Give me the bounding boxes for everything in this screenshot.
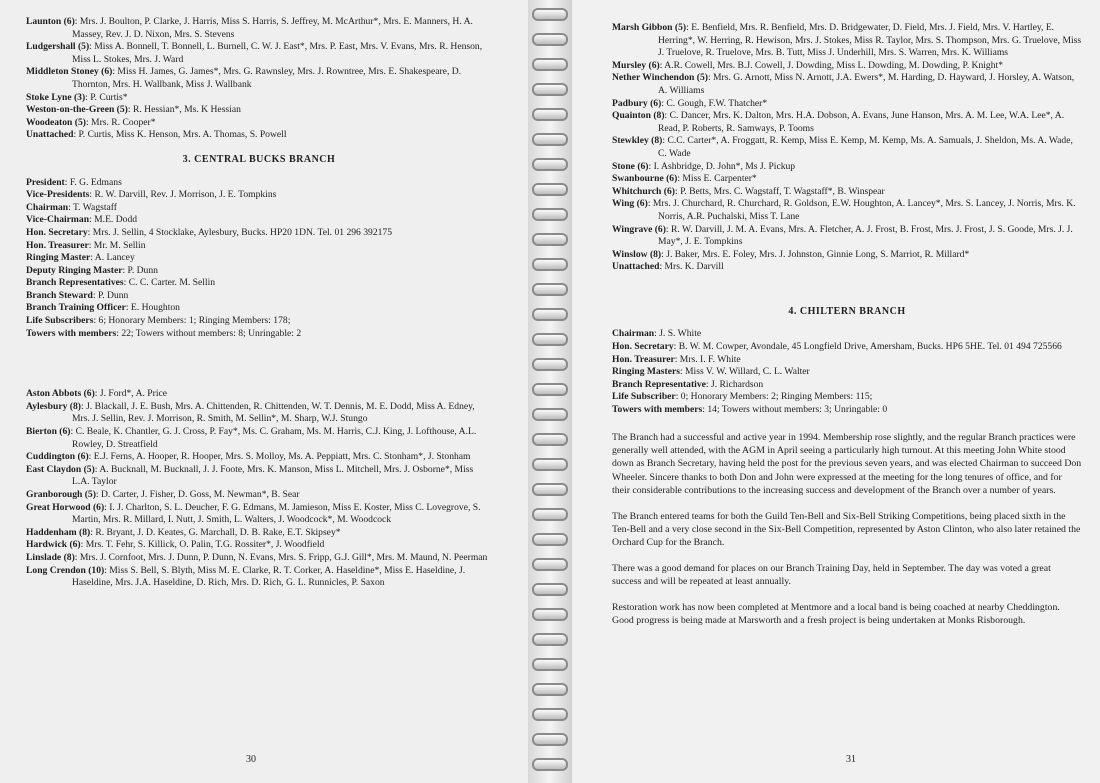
spiral-coil	[532, 658, 568, 671]
officer-line: Vice-Presidents: R. W. Darvill, Rev. J. Morrison, J. E. Tompkins	[26, 189, 277, 201]
officer-label: Branch Representative	[612, 378, 706, 390]
tower-entry: Great Horwood (6): I. J. Charlton, S. L. Deucher, F. G. Edmans, M. Jamieson, Miss E. Koster, Miss C. Lovegrove, S. Martin, Mrs. R. Millard, I. Nutt, J. Smith, L. Walters, J. Woodcock*, M. Woodcock	[26, 501, 481, 526]
officer-line: Branch Representatives: C. C. Carter. M. Sellin	[26, 277, 216, 289]
spiral-coil	[532, 58, 568, 71]
officer-value: B. W. M. Cowper, Avondale, 45 Longfield Drive, Amersham, Bucks. HP6 5HE. Tel. 01 494 725566	[678, 341, 1062, 353]
officer-label: Ringing Master	[26, 252, 91, 264]
officer-line: Towers with members: 22; Towers without members: 8; Unringable: 2	[26, 327, 302, 339]
tower-name: East Claydon (5)	[26, 463, 95, 475]
page-number-left: 30	[246, 754, 256, 765]
tower-entry: Hardwick (6): Mrs. T. Fehr, S. Killick, O. Palin, T.G. Rossiter*, J. Woodfield	[26, 539, 325, 551]
officer-value: Mrs. J. Sellin, 4 Stocklake, Aylesbury, Bucks. HP20 1DN. Tel. 01 296 392175	[92, 226, 393, 238]
officer-line: Deputy Ringing Master: P. Dunn	[26, 264, 158, 276]
tower-name: Aston Abbots (6)	[26, 388, 95, 400]
spiral-binding	[528, 0, 572, 783]
tower-entry: Mursley (6): A.R. Cowell, Mrs. B.J. Cowell, J. Dowding, Miss L. Dowding, M. Dowding, P. Knight*	[612, 59, 1003, 71]
tower-entry: Aston Abbots (6): J. Ford*, A. Price	[26, 388, 168, 400]
tower-entry: Ludgershall (5): Miss A. Bonnell, T. Bonnell, L. Burnell, C. W. J. East*, Mrs. P. East, Mrs. V. Evans, Mrs. R. Henson, Miss L. Stokes, Mrs. J. Ward	[26, 41, 483, 65]
tower-entry: Wing (6): Mrs. J. Churchard, R. Churchard, R. Goldson, E.W. Houghton, A. Lancey*, Mrs. S. Lancey, J. Norris, Mrs. K. Norris, A.R. Puchalski, Miss T. Lane	[612, 198, 1076, 222]
tower-members: R. Hessian*, Ms. K Hessian	[132, 104, 241, 116]
tower-name: Nether Winchendon (5)	[612, 72, 708, 84]
officer-label: Chairman	[26, 201, 69, 213]
officer-label: Life Subscriber	[612, 391, 676, 403]
tower-members: D. Carter, J. Fisher, D. Goss, M. Newman*, B. Sear	[101, 489, 300, 500]
officer-label: Vice-Presidents	[26, 189, 90, 201]
tower-members: C. Gough, F.W. Thatcher*	[666, 97, 768, 109]
officer-value: T. Wagstaff	[73, 201, 117, 213]
spiral-coil	[532, 708, 568, 721]
tower-members: J. Ford*, A. Price	[99, 388, 168, 400]
officer-value: C. C. Carter. M. Sellin	[128, 277, 216, 289]
chiltern-heading: 4. CHILTERN BRANCH	[788, 305, 906, 317]
tower-members: Mrs. G. Arnott, Miss N. Arnott, J.A. Ewers*, M. Harding, D. Hayward, J. Horsley, A. Watson, A. Williams	[658, 72, 1075, 96]
officer-label: Hon. Treasurer	[26, 239, 89, 251]
officer-label: Hon. Treasurer	[612, 353, 675, 365]
officer-value: F. G. Edmans	[69, 176, 122, 188]
tower-entry: Linslade (8): Mrs. J. Cornfoot, Mrs. J. Dunn, P. Dunn, N. Evans, Mrs. S. Fripp, G.J. Gill*, Mrs. M. Maund, N. Peerman	[26, 551, 488, 563]
tower-name: Unattached	[612, 261, 660, 273]
tower-entry: Quainton (8): C. Dancer, Mrs. K. Dalton, Mrs. H.A. Dobson, A. Evans, June Hanson, Mrs. A. M. Lee, W.A. Lee*, A. Read, P. Roberts, R. Samways, P. Tooms	[612, 110, 1065, 134]
tower-entry: Middleton Stoney (6): Miss H. James, G. James*, Mrs. G. Rawnsley, Mrs. J. Rowntree, Mrs. E. Shakespeare, D. Thornton, Mrs. H. Wallbank, Miss J. Wallbank	[26, 66, 462, 90]
tower-name: Stoke Lyne (3)	[26, 91, 86, 103]
spiral-coil	[532, 533, 568, 546]
tower-entry: Launton (6): Mrs. J. Boulton, P. Clarke, J. Harris, Miss S. Harris, S. Jeffrey, M. McArthur*, Mrs. E. Manners, H. A. Massey, Rev. J. D. Nixon, Mrs. S. Stevens	[26, 16, 473, 40]
tower-members: J. Blackall, J. E. Bush, Mrs. A. Chittenden, R. Chittenden, W. T. Dennis, M. E. Dodd, Miss A. Edney, Mrs. J. Sellin, Rev. J. Morrison, R. Smith, M. Sellin*, M. Sharp, W.J. Stungo	[72, 400, 475, 425]
spiral-coil	[532, 483, 568, 496]
tower-members: Mrs. J. Churchard, R. Churchard, R. Goldson, E.W. Houghton, A. Lancey*, Mrs. S. Lancey, J. Norris, Mrs. K. Norris, A.R. Puchalski, Miss T. Lane	[652, 198, 1076, 222]
tower-name: Linslade (8)	[26, 551, 75, 563]
tower-members: Miss H. James, G. James*, Mrs. G. Rawnsley, Mrs. J. Rowntree, Mrs. E. Shakespeare, D. Thornton, Mrs. H. Wallbank, Miss J. Wallbank	[72, 66, 462, 90]
tower-name: Woodeaton (5)	[26, 116, 86, 128]
tower-members: R. W. Darvill, J. M. A. Evans, Mrs. A. Fletcher, A. J. Frost, B. Frost, Mrs. J. Frost, J. S. Goode, Mrs. J. J. May*, J. E. Tompkins	[658, 223, 1073, 248]
tower-members: Mrs. T. Fehr, S. Killick, O. Palin, T.G. Rossiter*, J. Woodfield	[85, 539, 325, 551]
officer-label: Hon. Secretary	[612, 341, 674, 353]
officer-line: Chairman: T. Wagstaff	[26, 201, 117, 213]
spiral-coil	[532, 308, 568, 321]
officer-value: A. Lancey	[94, 252, 135, 264]
officer-value: M.E. Dodd	[94, 214, 138, 226]
tower-entry: Unattached: Mrs. K. Darvill	[612, 261, 724, 273]
officer-value: 0; Honorary Members: 2; Ringing Members: 115;	[680, 391, 873, 403]
officer-line: President: F. G. Edmans	[26, 176, 122, 188]
officer-line: Hon. Treasurer: Mr. M. Sellin	[26, 239, 146, 251]
tower-entry: Nether Winchendon (5): Mrs. G. Arnott, Miss N. Arnott, J.A. Ewers*, M. Harding, D. Hayward, J. Horsley, A. Watson, A. Williams	[612, 72, 1075, 96]
spiral-coil	[532, 633, 568, 646]
tower-members: Miss S. Bell, S. Blyth, Miss M. E. Clarke, R. T. Corker, A. Haseldine*, Miss E. Haseldine, J. Haseldine, Mrs. J.A. Haseldine, D. Rich, Mrs. D. Rich, G. L. Runnicles, P. Saxon	[72, 564, 466, 589]
page-number-right: 31	[846, 754, 856, 765]
tower-name: Quainton (8)	[612, 110, 665, 122]
tower-name: Marsh Gibbon (5)	[612, 22, 687, 33]
spiral-coil	[532, 433, 568, 446]
left-page	[0, 0, 528, 783]
officer-line: Branch Training Officer: E. Houghton	[26, 302, 180, 314]
officer-line: Towers with members: 14; Towers without members: 3; Unringable: 0	[612, 404, 888, 416]
tower-name: Stone (6)	[612, 160, 649, 172]
report-paragraph: Restoration work has now been completed at Mentmore and a local band is being coached at nearby Cheddington. Good progress is being made at Marsworth and a fresh project is being undertaken at Monks Risborough.	[612, 601, 1060, 627]
tower-entry: Unattached: P. Curtis, Miss K. Henson, Mrs. A. Thomas, S. Powell	[26, 129, 287, 141]
tower-entry: Aylesbury (8): J. Blackall, J. E. Bush, Mrs. A. Chittenden, R. Chittenden, W. T. Dennis, M. E. Dodd, Miss A. Edney, Mrs. J. Sellin, Rev. J. Morrison, R. Smith, M. Sellin*, M. Sharp, W.J. Stungo	[26, 400, 475, 425]
officer-line: Ringing Masters: Miss V. W. Willard, C. L. Walter	[612, 366, 810, 378]
tower-name: Whitchurch (6)	[612, 185, 675, 197]
tower-members: A. Bucknall, M. Bucknall, J. J. Foote, Mrs. K. Manson, Miss L. Mitchell, Mrs. J. Osborne*, Miss L.A. Taylor	[72, 463, 474, 488]
tower-name: Unattached	[26, 129, 74, 141]
tower-entry: East Claydon (5): A. Bucknall, M. Bucknall, J. J. Foote, Mrs. K. Manson, Miss L. Mitchell, Mrs. J. Osborne*, Miss L.A. Taylor	[26, 463, 474, 488]
tower-entry: Padbury (6): C. Gough, F.W. Thatcher*	[612, 97, 768, 109]
spiral-coil	[532, 608, 568, 621]
tower-members: Mrs. R. Cooper*	[91, 116, 156, 128]
right-page	[572, 0, 1100, 783]
spiral-coil	[532, 33, 568, 46]
tower-members: P. Betts, Mrs. C. Wagstaff, T. Wagstaff*, B. Winspear	[680, 185, 885, 197]
spiral-coil	[532, 208, 568, 221]
officer-label: Towers with members	[612, 404, 703, 416]
spiral-coil	[532, 558, 568, 571]
tower-name: Wingrave (6)	[612, 223, 666, 235]
officer-value: P. Dunn	[127, 264, 158, 276]
tower-entry: Cuddington (6): E.J. Ferns, A. Hooper, R. Hooper, Mrs. S. Molloy, Ms. A. Peppiatt, Mrs. C. Stonham*, J. Stonham	[26, 451, 471, 463]
tower-members: Mrs. J. Boulton, P. Clarke, J. Harris, Miss S. Harris, S. Jeffrey, M. McArthur*, Mrs. E. Manners, H. A. Massey, Rev. J. D. Nixon, Mrs. S. Stevens	[72, 16, 473, 40]
officer-line: Life Subscriber: 0; Honorary Members: 2; Ringing Members: 115;	[612, 391, 873, 403]
officer-label: Vice-Chairman	[26, 214, 90, 226]
tower-entry: Woodeaton (5): Mrs. R. Cooper*	[26, 116, 156, 128]
tower-name: Wing (6)	[612, 198, 648, 210]
tower-entry: Weston-on-the-Green (5): R. Hessian*, Ms. K Hessian	[26, 104, 241, 116]
officer-label: Branch Steward	[26, 289, 93, 301]
officer-label: Towers with members	[26, 327, 117, 339]
tower-name: Stewkley (8)	[612, 135, 663, 147]
spiral-coil	[532, 408, 568, 421]
tower-entry: Long Crendon (10): Miss S. Bell, S. Blyth, Miss M. E. Clarke, R. T. Corker, A. Haseldine*, Miss E. Haseldine, J. Haseldine, Mrs. J.A. Haseldine, D. Rich, Mrs. D. Rich, G. L. Runnicles, P. Saxon	[26, 564, 466, 589]
officer-value: Mr. M. Sellin	[93, 239, 146, 251]
officer-value: 14; Towers without members: 3; Unringable: 0	[707, 404, 888, 416]
tower-members: C. Beale, K. Chantler, G. J. Cross, P. Fay*, Ms. C. Graham, Ms. M. Harris, C.J. King, J. Lofthouse, A.L. Rowley, D. Streatfield	[72, 426, 477, 450]
officer-line: Vice-Chairman: M.E. Dodd	[26, 214, 138, 226]
spiral-coil	[532, 83, 568, 96]
spiral-coil	[532, 233, 568, 246]
tower-members: Mrs. K. Darvill	[664, 261, 724, 273]
tower-entry: Stone (6): I. Ashbridge, D. John*, Ms J. Pickup	[612, 160, 796, 172]
central-bucks-heading: 3. CENTRAL BUCKS BRANCH	[182, 153, 336, 165]
left-page-content	[26, 16, 492, 590]
tower-members: R. Bryant, J. D. Keates, G. Marchall, D. B. Rake, E.T. Skipsey*	[95, 526, 341, 538]
officer-value: E. Houghton	[130, 302, 180, 314]
tower-name: Bierton (6)	[26, 426, 71, 438]
spiral-coil	[532, 358, 568, 371]
tower-members: C.C. Carter*, A. Froggatt, R. Kemp, Miss E. Kemp, M. Kemp, Ms. A. Samuals, J. Sheldon, Ms. A. Wade, C. Wade	[658, 135, 1073, 159]
officer-label: Branch Training Officer	[26, 302, 126, 314]
tower-name: Cuddington (6)	[26, 451, 89, 463]
officer-line: Hon. Treasurer: Mrs. I. F. White	[612, 353, 741, 365]
officer-label: Chairman	[612, 328, 655, 340]
tower-name: Padbury (6)	[612, 97, 662, 109]
tower-entry: Winslow (8): J. Baker, Mrs. E. Foley, Mrs. J. Johnston, Ginnie Long, S. Marriot, R. Millard*	[612, 248, 970, 260]
officer-value: 6; Honorary Members: 1; Ringing Members: 178;	[98, 315, 291, 327]
spiral-coil	[532, 333, 568, 346]
officer-line: Branch Steward: P. Dunn	[26, 289, 129, 301]
officer-label: President	[26, 176, 65, 188]
report-paragraph: The Branch entered teams for both the Guild Ten-Bell and Six-Bell Striking Competitions, being placed sixth in the Ten-Bell and a very close second in the Six-Bell Competition, represented by Aston Clinton, who also later retained the Orchard Cup for the Branch.	[612, 510, 1081, 549]
spiral-coil	[532, 283, 568, 296]
spiral-coil	[532, 758, 568, 771]
tower-members: P. Curtis*	[90, 91, 128, 103]
report-paragraph: There was a good demand for places on our Branch Training Day, held in September. The day was voted a great success and will be repeated at least annually.	[612, 562, 1051, 588]
tower-entry: Stoke Lyne (3): P. Curtis*	[26, 91, 128, 103]
officer-value: Mrs. I. F. White	[679, 353, 741, 365]
officer-label: Ringing Masters	[612, 366, 680, 378]
tower-members: J. Baker, Mrs. E. Foley, Mrs. J. Johnston, Ginnie Long, S. Marriot, R. Millard*	[666, 248, 970, 260]
tower-members: I. Ashbridge, D. John*, Ms J. Pickup	[653, 160, 796, 172]
tower-entry: Whitchurch (6): P. Betts, Mrs. C. Wagstaff, T. Wagstaff*, B. Winspear	[612, 185, 885, 197]
officer-value: R. W. Darvill, Rev. J. Morrison, J. E. Tompkins	[94, 189, 277, 201]
tower-entry: Wingrave (6): R. W. Darvill, J. M. A. Evans, Mrs. A. Fletcher, A. J. Frost, B. Frost, Mrs. J. Frost, J. S. Goode, Mrs. J. J. May*, J. E. Tompkins	[612, 223, 1073, 248]
spiral-coil	[532, 8, 568, 21]
tower-members: Mrs. J. Cornfoot, Mrs. J. Dunn, P. Dunn, N. Evans, Mrs. S. Fripp, G.J. Gill*, Mrs. M. Maund, N. Peerman	[79, 551, 488, 563]
officer-value: J. Richardson	[710, 378, 764, 390]
officer-line: Branch Representative: J. Richardson	[612, 378, 764, 390]
officer-label: Branch Representatives	[26, 277, 124, 289]
officer-value: J. S. White	[659, 328, 702, 340]
tower-name: Winslow (8)	[612, 248, 662, 260]
spiral-coil	[532, 133, 568, 146]
tower-members: Miss E. Carpenter*	[682, 173, 757, 185]
spiral-coil	[532, 108, 568, 121]
tower-name: Granborough (5)	[26, 489, 96, 500]
spiral-coil	[532, 458, 568, 471]
tower-name: Swanbourne (6)	[612, 173, 678, 185]
tower-name: Aylesbury (8)	[26, 400, 81, 412]
tower-members: I. J. Charlton, S. L. Deucher, F. G. Edmans, M. Jamieson, Miss E. Koster, Miss C. Lovegrove, S. Martin, Mrs. R. Millard, I. Nutt, J. Smith, L. Walters, J. Woodcock*, M. Woodcock	[72, 501, 481, 526]
tower-members: A.R. Cowell, Mrs. B.J. Cowell, J. Dowding, Miss L. Dowding, M. Dowding, P. Knight*	[664, 59, 1003, 71]
tower-name: Hardwick (6)	[26, 539, 81, 551]
tower-entry: Stewkley (8): C.C. Carter*, A. Froggatt, R. Kemp, Miss E. Kemp, M. Kemp, Ms. A. Samuals, J. Sheldon, Ms. A. Wade, C. Wade	[612, 135, 1073, 159]
officer-label: Deputy Ringing Master	[26, 264, 123, 276]
report-paragraph: The Branch had a successful and active year in 1994. Membership rose slightly, and the regular Branch practices were generally well attended, with the AGM in April seeing a particularly high turnout. At this meeting John White stood down as Branch Secretary, having held the post for the previous seven years, and was elected Chairman to succeed Don Wheeler. Sincere thanks to both Don and John were expressed at the meeting for the long tenures of office, and for their considerable contributions to the increasing success and development of the Branch over a number of years.	[612, 431, 1082, 497]
officer-value: 22; Towers without members: 8; Unringable: 2	[121, 327, 302, 339]
tower-members: Miss A. Bonnell, T. Bonnell, L. Burnell, C. W. J. East*, Mrs. P. East, Mrs. V. Evans, Mrs. R. Henson, Miss L. Stokes, Mrs. J. Ward	[72, 41, 483, 65]
right-page-content	[612, 22, 1082, 640]
tower-entry: Granborough (5): D. Carter, J. Fisher, D. Goss, M. Newman*, B. Sear	[26, 489, 300, 500]
spiral-coil	[532, 583, 568, 596]
spiral-coil	[532, 508, 568, 521]
tower-entry: Swanbourne (6): Miss E. Carpenter*	[612, 173, 757, 185]
officer-label: Life Subscribers	[26, 315, 94, 327]
officer-line: Ringing Master: A. Lancey	[26, 252, 135, 264]
tower-entry: Bierton (6): C. Beale, K. Chantler, G. J. Cross, P. Fay*, Ms. C. Graham, Ms. M. Harris, C.J. King, J. Lofthouse, A.L. Rowley, D. Streatfield	[26, 426, 477, 450]
tower-members: E. Benfield, Mrs. R. Benfield, Mrs. D. Bridgewater, D. Field, Mrs. J. Field, Mrs. V. Hartley, E. Herring*, W. Herring, R. Hewison, Mrs. J. Stokes, Miss R. Taylor, Mrs. S. Thompson, Mrs. G. Truelove, Miss J. Truelove, R. Truelove, Mrs. B. Tutt, Miss J. Underhill, Mrs. S. Warren, Mrs. K. Williams	[658, 22, 1082, 59]
tower-name: Ludgershall (5)	[26, 41, 90, 53]
spiral-coil	[532, 183, 568, 196]
spiral-coil	[532, 158, 568, 171]
tower-name: Haddenham (8)	[26, 526, 91, 538]
spiral-coil	[532, 733, 568, 746]
officer-line: Chairman: J. S. White	[612, 328, 702, 340]
officer-value: P. Dunn	[97, 289, 129, 301]
spiral-coil	[532, 383, 568, 396]
officer-line: Hon. Secretary: B. W. M. Cowper, Avondale, 45 Longfield Drive, Amersham, Bucks. HP6 5HE. Tel. 01 494 725566	[612, 341, 1062, 353]
tower-entry: Haddenham (8): R. Bryant, J. D. Keates, G. Marchall, D. B. Rake, E.T. Skipsey*	[26, 526, 341, 538]
tower-name: Weston-on-the-Green (5)	[26, 104, 128, 116]
tower-name: Launton (6)	[26, 16, 75, 27]
tower-name: Great Horwood (6)	[26, 501, 105, 513]
tower-name: Long Crendon (10)	[26, 564, 105, 576]
tower-entry: Marsh Gibbon (5): E. Benfield, Mrs. R. Benfield, Mrs. D. Bridgewater, D. Field, Mrs. J. Field, Mrs. V. Hartley, E. Herring*, W. Herring, R. Hewison, Mrs. J. Stokes, Miss R. Taylor, Mrs. S. Thompson, Mrs. G. Truelove, Miss J. Truelove, R. Truelove, Mrs. B. Tutt, Miss J. Underhill, Mrs. S. Warren, Mrs. K. Williams	[612, 22, 1082, 59]
spiral-coil	[532, 683, 568, 696]
officer-label: Hon. Secretary	[26, 226, 88, 238]
spiral-coil	[532, 258, 568, 271]
officer-line: Hon. Secretary: Mrs. J. Sellin, 4 Stocklake, Aylesbury, Bucks. HP20 1DN. Tel. 01 296 392175	[26, 226, 393, 238]
officer-line: Life Subscribers: 6; Honorary Members: 1; Ringing Members: 178;	[26, 315, 291, 327]
tower-name: Mursley (6)	[612, 59, 660, 71]
tower-members: E.J. Ferns, A. Hooper, R. Hooper, Mrs. S. Molloy, Ms. A. Peppiatt, Mrs. C. Stonham*, J. Stonham	[93, 451, 471, 463]
officer-value: Miss V. W. Willard, C. L. Walter	[685, 366, 810, 378]
tower-name: Middleton Stoney (6)	[26, 66, 113, 78]
tower-members: P. Curtis, Miss K. Henson, Mrs. A. Thomas, S. Powell	[78, 129, 287, 141]
tower-members: C. Dancer, Mrs. K. Dalton, Mrs. H.A. Dobson, A. Evans, June Hanson, Mrs. A. M. Lee, W.A. Lee*, A. Read, P. Roberts, R. Samways, P. Tooms	[658, 110, 1065, 134]
